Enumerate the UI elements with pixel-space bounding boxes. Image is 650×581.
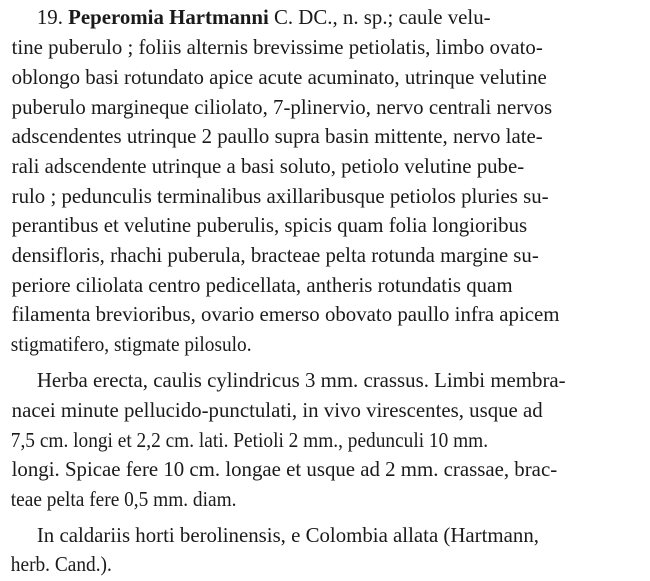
- text-line: 7,5 cm. longi et 2,2 cm. lati. Petioli 2 mm., pedunculi 10 mm.: [10, 428, 489, 452]
- text-line: filamenta brevioribus, ovario emerso obovato paullo infra apicem: [11, 302, 560, 326]
- text-line: rali adscendente utrinque a basi soluto, petiolo velutine pube-: [11, 154, 525, 178]
- text-line: herb. Cand.).: [10, 552, 112, 576]
- text-line: periore ciliolata centro pedicellata, antheris rotundatis quam: [11, 273, 513, 297]
- text-line: rulo ; pedunculis terminalibus axillaribusque petiolos pluries su-: [11, 184, 549, 208]
- first-line: [37, 2, 491, 32]
- text-line: longi. Spicae fere 10 cm. longae et usque ad 2 mm. crassae, brac-: [11, 457, 558, 481]
- species-name: Peperomia Hartmanni: [68, 5, 269, 29]
- text-line: teae pelta fere 0,5 mm. diam.: [10, 487, 237, 511]
- species-number: 19.: [36, 5, 63, 29]
- text-line: oblongo basi rotundato apice acute acuminato, utrinque velutine: [11, 65, 547, 89]
- text-line: stigmatifero, stigmate pilosulo.: [10, 332, 252, 356]
- text-line: Herba erecta, caulis cylindricus 3 mm. crassus. Limbi membra-: [36, 368, 566, 392]
- text-line: tine puberulo ; foliis alternis brevissime petiolatis, limbo ovato-: [11, 35, 543, 59]
- first-line-rest: C. DC., n. sp.; caule velu-: [273, 5, 491, 29]
- text-line: In caldariis horti berolinensis, e Colombia allata (Hartmann,: [36, 523, 539, 547]
- text-line: adscendentes utrinque 2 paullo supra basin mittente, nervo late-: [11, 124, 543, 148]
- text-line: densifloris, rhachi puberula, bracteae pelta rotunda margine su-: [11, 243, 539, 267]
- text-line: perantibus et velutine puberulis, spicis quam folia longioribus: [11, 213, 528, 237]
- text-line: nacei minute pellucido-punctulati, in vivo virescentes, usque ad: [11, 398, 543, 422]
- text-line: [0, 2, 631, 32]
- text-line: puberulo margineque ciliolato, 7-plinervio, nervo centrali nervos: [11, 95, 553, 119]
